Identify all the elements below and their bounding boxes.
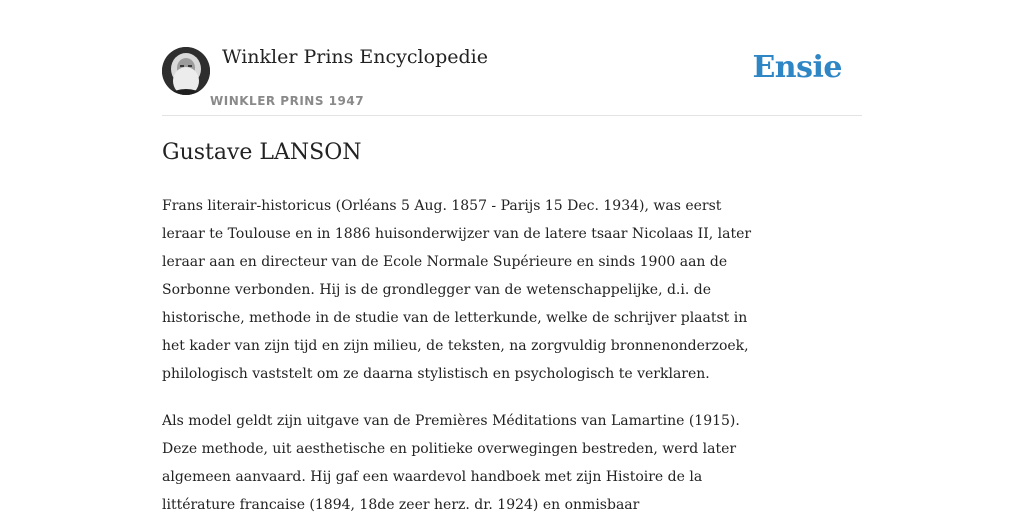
article-paragraph xyxy=(162,192,862,388)
publication-subtitle[interactable]: WINKLER PRINS 1947 xyxy=(210,94,365,108)
text-line: leraar aan en directeur van de Ecole Normale Supérieure en sinds 1900 aan de xyxy=(162,254,728,270)
author-portrait-icon[interactable] xyxy=(162,47,210,95)
article-paragraph xyxy=(162,407,862,512)
text-line: Deze methode, uit aesthetische en politieke overwegingen bestreden, werd later xyxy=(162,441,737,457)
text-line: het kader van zijn tijd en zijn milieu, de teksten, na zorgvuldig bronnenonderzoek, xyxy=(162,338,749,354)
header-divider xyxy=(162,115,862,116)
text-line: philologisch vaststelt om ze daarna stylistisch en psychologisch te verklaren. xyxy=(162,366,710,382)
text-line: algemeen aanvaard. Hij gaf een waardevol handboek met zijn Histoire de la xyxy=(162,469,703,485)
text-line: Frans literair-historicus (Orléans 5 Aug. 1857 - Parijs 15 Dec. 1934), was eerst xyxy=(162,198,722,214)
text-line: historische, methode in de studie van de letterkunde, welke de schrijver plaatst in xyxy=(162,310,748,326)
text-line: Sorbonne verbonden. Hij is de grondlegger van de wetenschappelijke, d.i. de xyxy=(162,282,712,298)
page-title: Gustave LANSON xyxy=(162,140,362,165)
article-body xyxy=(162,192,862,512)
article-page xyxy=(162,0,862,512)
brand-logo-link[interactable]: Ensie xyxy=(752,50,842,85)
text-line: littérature francaise (1894, 18de zeer herz. dr. 1924) en onmisbaar xyxy=(162,497,640,512)
text-line: leraar te Toulouse en in 1886 huisonderwijzer van de latere tsaar Nicolaas II, later xyxy=(162,226,752,242)
text-line: Als model geldt zijn uitgave van de Premières Méditations van Lamartine (1915). xyxy=(162,413,740,429)
publication-title[interactable]: Winkler Prins Encyclopedie xyxy=(222,46,488,68)
